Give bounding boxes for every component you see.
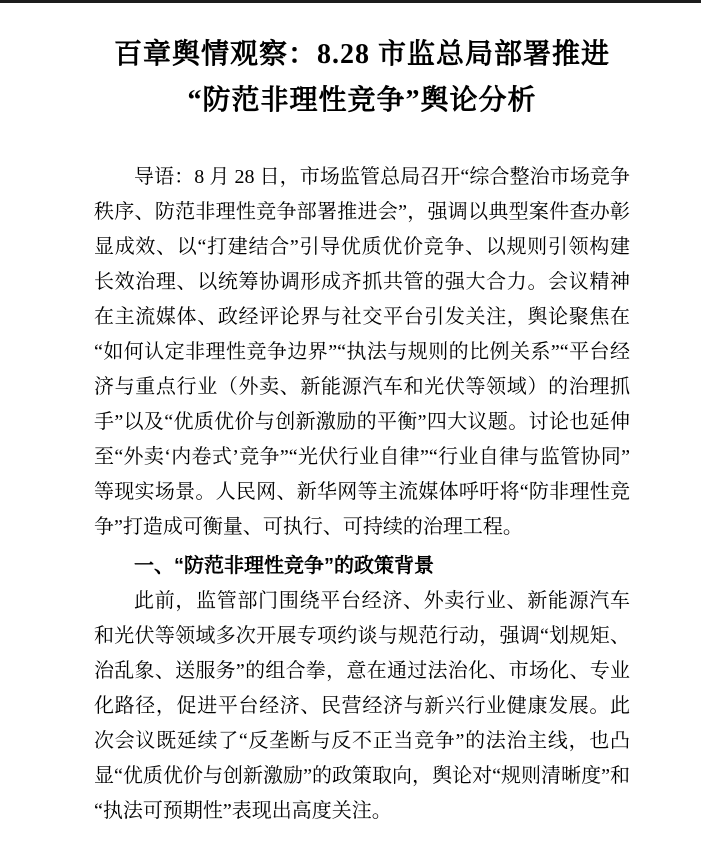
section-1-heading: 一、“防范非理性竞争”的政策背景 <box>134 555 434 577</box>
section-1-paragraph: 此前，监管部门围绕平台经济、外卖行业、新能源汽车和光伏等领域多次开展专项约谈与规范行动，强调“划规矩、治乱象、送服务”的组合拳，意在通过法治化、市场化、专业化路径，促进平台经济、民营经济与新兴行业健康发展。此次会议既延续了“反垄断与反不正当竞争”的法治主线，也凸显“优质优价与创新激励”的政策取向，舆论对“规则清晰度”和“执法可预期性”表现出高度关注。 <box>94 590 630 822</box>
document-title: 百章舆情观察：8.28 市监总局部署推进“防范非理性竞争”舆论分析 <box>113 39 610 116</box>
window-top-edge <box>0 0 701 3</box>
intro-paragraph: 导语：8 月 28 日，市场监管总局召开“综合整治市场竞争秩序、防范非理性竞争部署推进会”，强调以典型案件查办彰显成效、以“打建结合”引导优质优价竞争、以规则引领构建长效治理、以统筹协调形成齐抓共管的强大合力。会议精神在主流媒体、政经评论界与社交平台引发关注，舆论聚焦在“如何认定非理性竞争边界”“执法与规则的比例关系”“平台经济与重点行业（外卖、新能源汽车和光伏等领域）的治理抓手”以及“优质优价与创新激励的平衡”四大议题。讨论也延伸至“外卖‘内卷式’竞争”“光伏行业自律”“行业自律与监管协同”等现实场景。人民网、新华网等主流媒体呼吁将“防非理性竞争”打造成可衡量、可执行、可持续的治理工程。 <box>94 166 630 538</box>
